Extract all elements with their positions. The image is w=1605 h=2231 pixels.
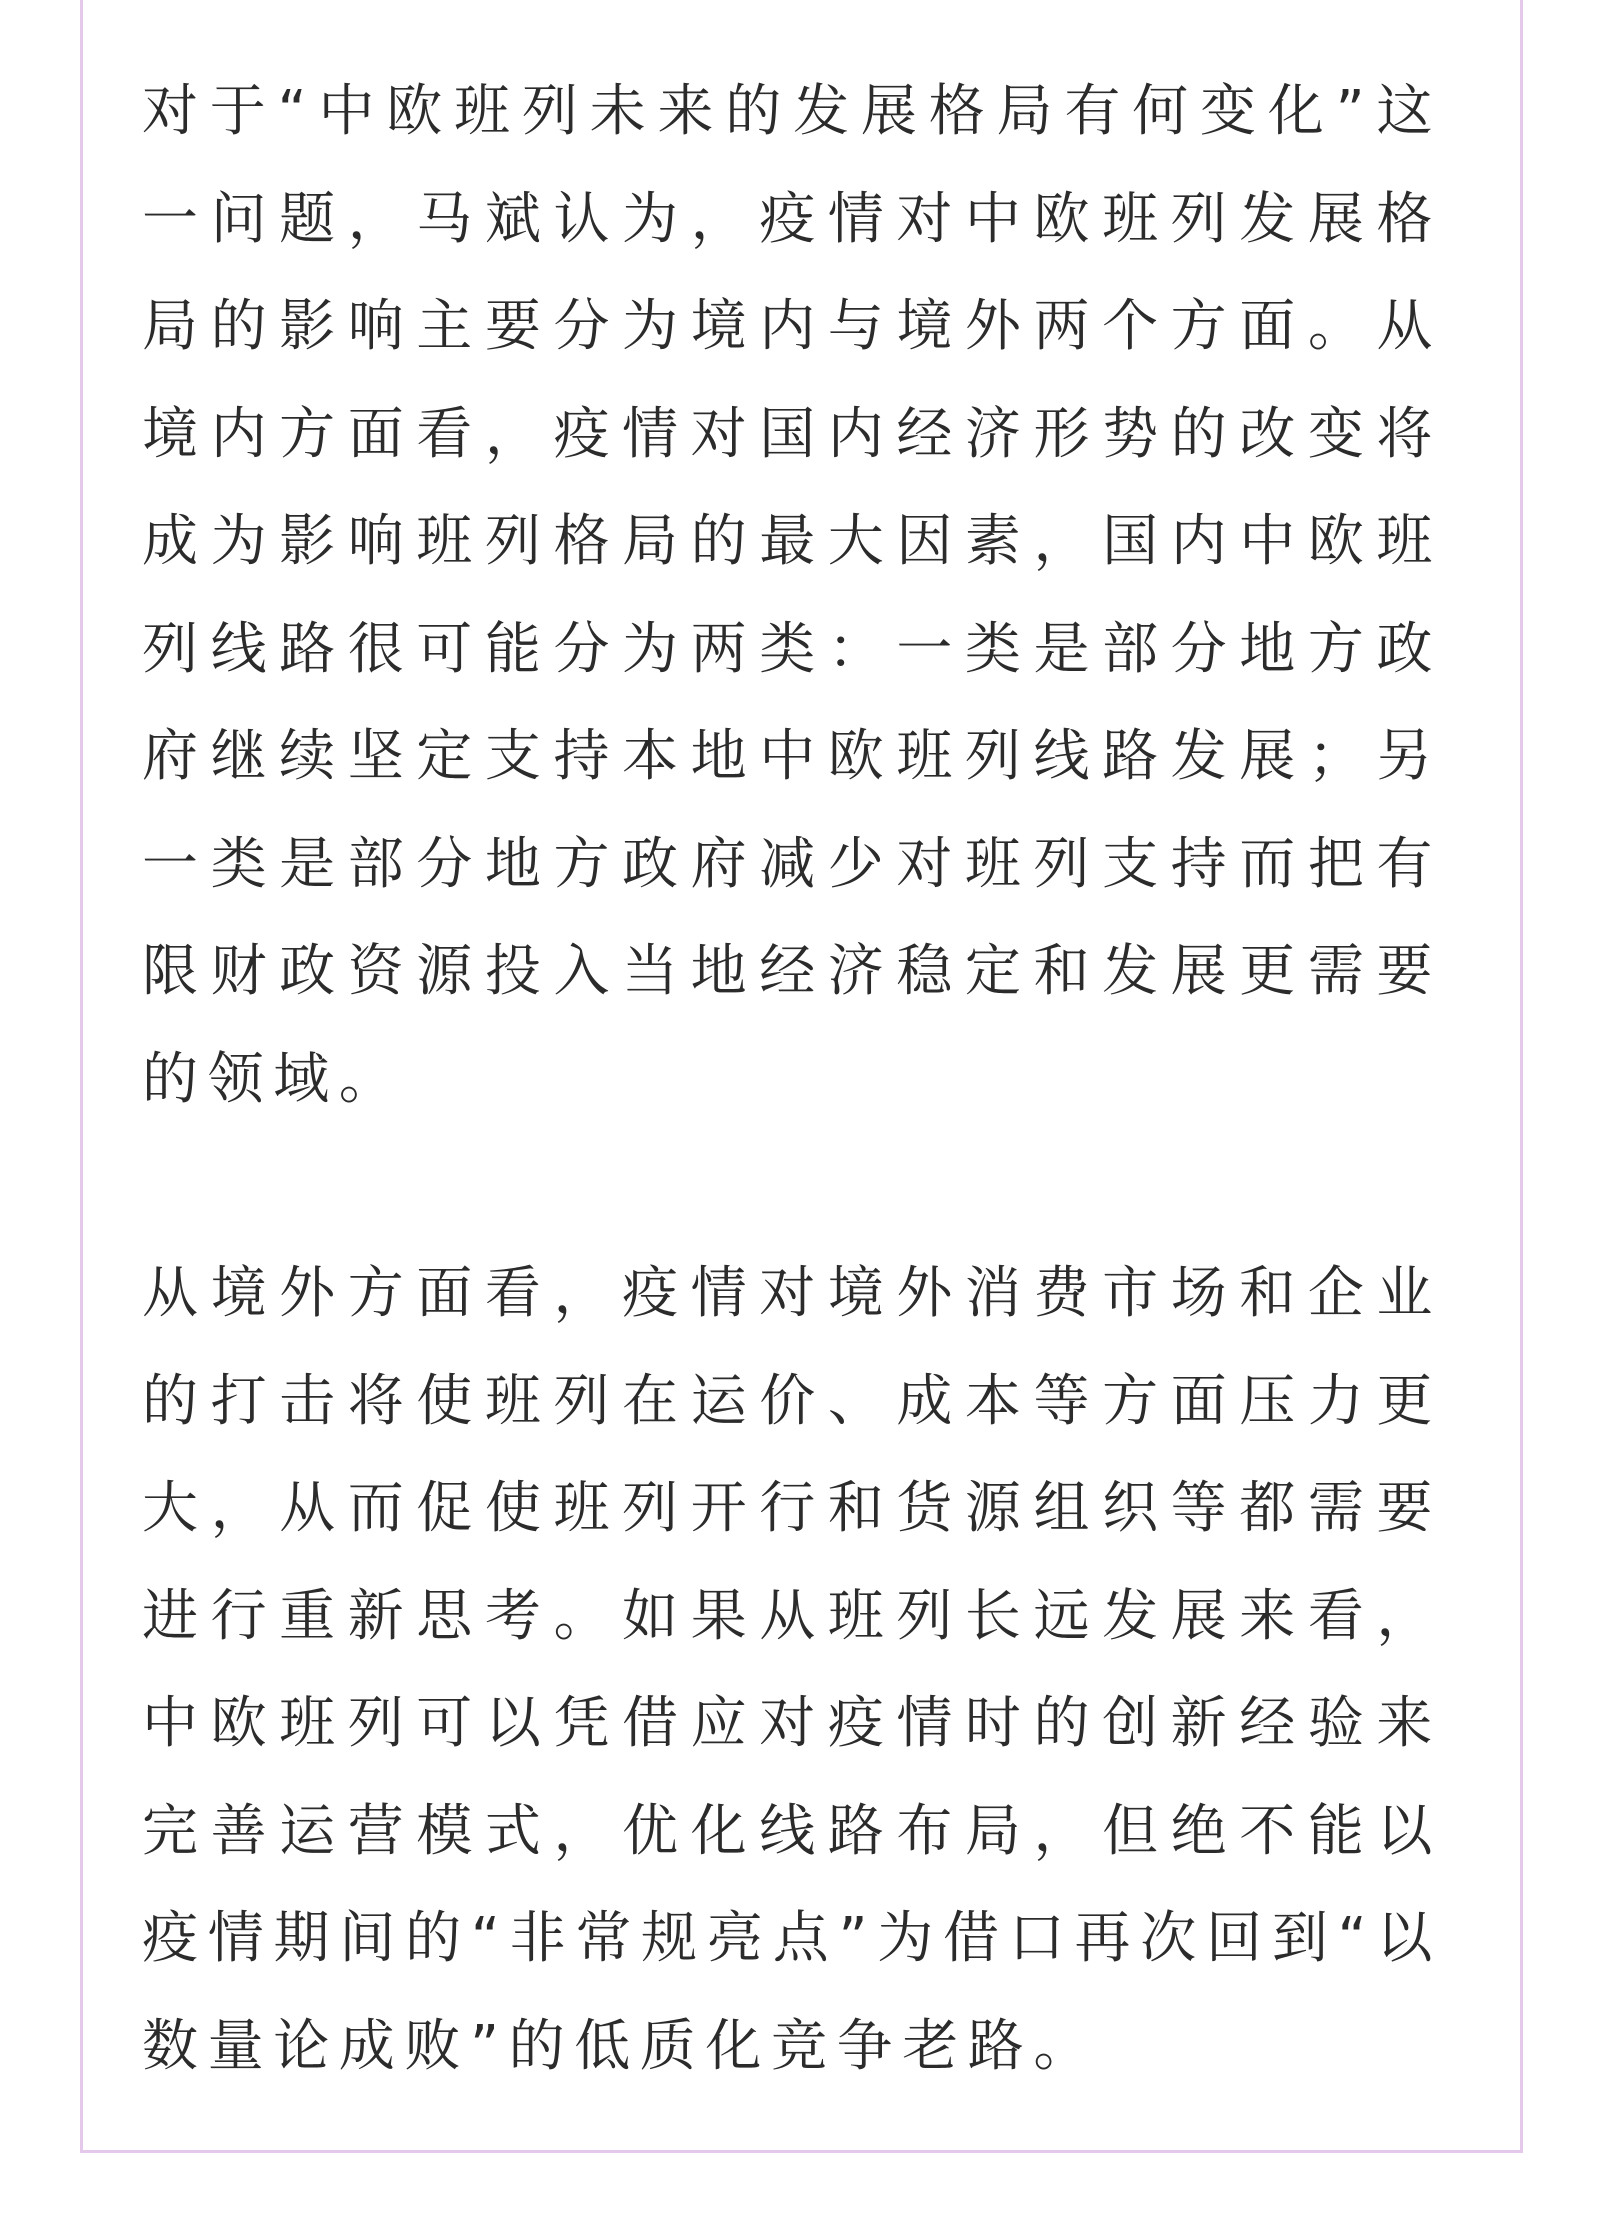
paragraph-domestic-outlook: 对于“中欧班列未来的发展格局有何变化”这一问题，马斌认为，疫情对中欧班列发展格局的影响主要分为境内与境外两个方面。从境内方面看，疫情对国内经济形势的改变将成为影响班列格局的最大因素，国内中欧班列线路很可能分为两类：一类是部分地方政府继续坚定支持本地中欧班列线路发展；另一类是部分地方政府减少对班列支持而把有限财政资源投入当地经济稳定和发展更需要的领域。 <box>142 79 1442 1112</box>
paragraph-overseas-outlook: 从境外方面看，疫情对境外消费市场和企业的打击将使班列在运价、成本等方面压力更大，从而促使班列开行和货源组织等都需要进行重新思考。如果从班列长远发展来看，中欧班列可以凭借应对疫情时的创新经验来完善运营模式，优化线路布局，但绝不能以疫情期间的“非常规亮点”为借口再次回到“以数量论成败”的低质化竞争老路。 <box>142 1261 1442 2079</box>
article-body <box>142 58 1442 2100</box>
